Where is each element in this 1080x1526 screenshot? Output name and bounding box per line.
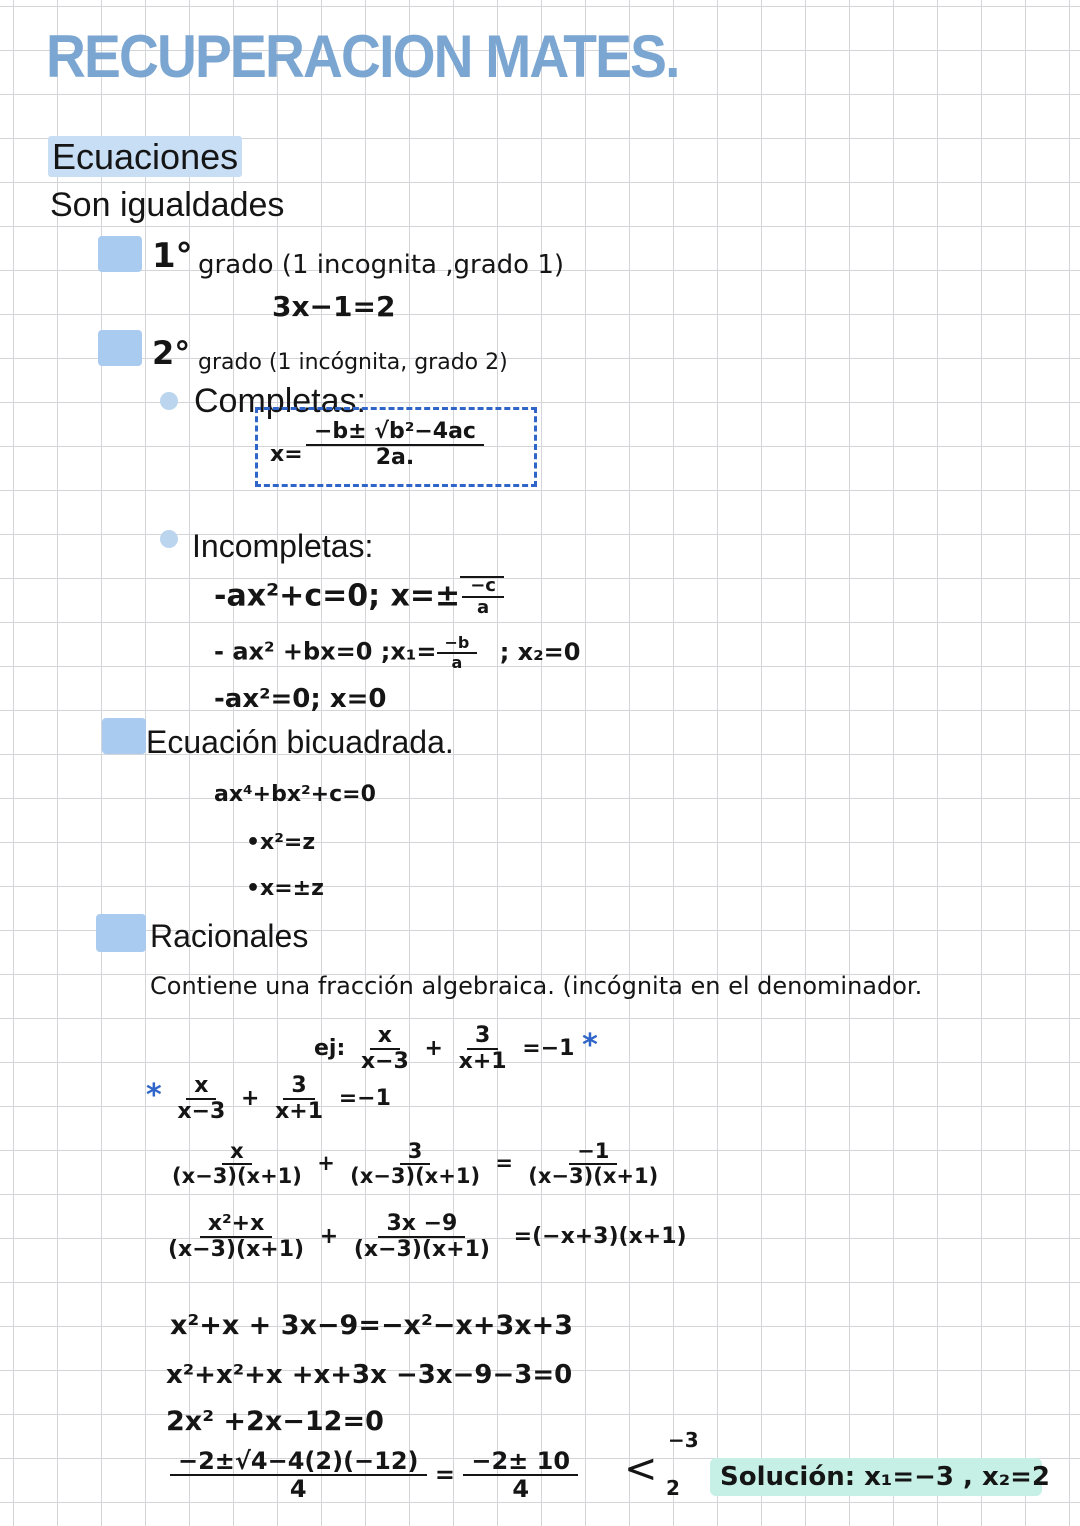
primer-grado-example: 3x−1=2 (272, 290, 396, 323)
ej-f2-num: 3 (467, 1024, 498, 1050)
bicuadrada-heading: Ecuación bicuadrada. (146, 724, 454, 760)
r3-f2-den: (x−3)(x+1) (353, 1237, 490, 1263)
ecuaciones-intro: Son igualdades (50, 186, 285, 224)
r2-f1-num: x (222, 1140, 252, 1165)
root-num: −c (462, 576, 504, 598)
r1-f2-den: x+1 (275, 1099, 324, 1125)
incompletas-line2-start: - ax² +bx=0 ;x₁= (214, 637, 437, 666)
ej-label: ej: (314, 1036, 346, 1062)
root-den: a (476, 596, 490, 618)
r3-rhs: =(−x+3)(x+1) (513, 1224, 687, 1250)
ecuaciones-heading-text: Ecuaciones (48, 136, 242, 177)
racional-line6: 2x² +2x−12=0 (166, 1406, 384, 1437)
quadratic-denominator: 2a. (375, 445, 415, 471)
incompletas-line3: -ax²=0; x=0 (214, 684, 387, 714)
r2-f2-num: 3 (400, 1140, 431, 1165)
star-icon: * (582, 1028, 598, 1064)
bicuadrada-formula: ax⁴+bx²+c=0 (214, 782, 376, 807)
sqrt-neg-c-over-a (460, 575, 504, 618)
r3-f1-num: x²+x (200, 1212, 272, 1238)
q-branch: < (624, 1446, 658, 1492)
r1-plus: + (240, 1086, 260, 1112)
section-heading-ecuaciones (48, 136, 242, 178)
r1-f1-den: x−3 (177, 1099, 226, 1125)
page-title: RECUPERACION MATES. (46, 23, 679, 90)
primer-grado-label: 1° (152, 236, 193, 276)
quadratic-solve (170, 1448, 578, 1503)
ejemplo-line (314, 1024, 598, 1074)
racional-line4: x²+x + 3x−9=−x²−x+3x+3 (170, 1310, 574, 1341)
q2-den: 4 (512, 1475, 530, 1504)
solution-badge: Solución: x₁=−3 , x₂=2 (710, 1458, 1042, 1496)
r1-rhs: =−1 (338, 1086, 391, 1112)
racional-line5: x²+x²+x +x+3x −3x−9−3=0 (166, 1360, 573, 1390)
r1-f2-num: 3 (283, 1074, 314, 1100)
x1-den: a (451, 652, 463, 672)
ej-plus: + (424, 1036, 443, 1062)
q-num: −2±√4−4(2)(−12) (170, 1448, 427, 1476)
quadratic-numerator: −b± √b²−4ac (306, 420, 484, 446)
quadratic-x-eq: x= (270, 442, 303, 467)
bullet-square-1 (98, 236, 142, 272)
r2-f2-den: (x−3)(x+1) (350, 1164, 481, 1189)
incompletas-line1-text: -ax²+c=0; x=± (214, 578, 461, 614)
r1-f1-num: x (186, 1074, 216, 1100)
ej-f1-den: x−3 (360, 1049, 409, 1075)
x1-num: −b (437, 634, 478, 654)
star-icon-2: * (146, 1078, 162, 1114)
q2-num: −2± 10 (463, 1448, 578, 1476)
incompletas-line2 (214, 634, 580, 671)
incompletas-line1 (214, 576, 504, 618)
completas-label: Completas: (194, 382, 366, 420)
racional-row1 (146, 1074, 391, 1124)
ej-f1-num: x (370, 1024, 400, 1050)
racionales-desc: Contiene una fracción algebraica. (incógnita en el denominador. (150, 972, 923, 1000)
r3-f2-num: 3x −9 (378, 1212, 465, 1238)
bullet-square-3 (102, 718, 146, 754)
ej-f2-den: x+1 (458, 1049, 507, 1075)
r3-plus: + (319, 1224, 339, 1250)
r2-f1-den: (x−3)(x+1) (172, 1164, 302, 1189)
r2-plus: + (317, 1151, 335, 1176)
bullet-dot-incompletas (160, 530, 178, 548)
ej-rhs: =−1 (522, 1036, 575, 1062)
segundo-grado-desc: grado (1 incógnita, grado 2) (198, 350, 508, 375)
bicuadrada-step2: •x=±z (246, 876, 324, 901)
r2-eq: = (495, 1151, 513, 1176)
racional-row3 (160, 1212, 687, 1262)
q-eq: = (434, 1460, 455, 1489)
bullet-square-2 (98, 330, 142, 366)
r3-f1-den: (x−3)(x+1) (168, 1237, 305, 1263)
q-bottom: 2 (666, 1476, 680, 1500)
r2-f3-den: (x−3)(x+1) (528, 1164, 659, 1189)
racional-row2 (164, 1140, 666, 1188)
bullet-square-4 (96, 914, 146, 952)
q-top: −3 (668, 1428, 699, 1452)
incompletas-line2-end: ; x₂=0 (499, 637, 581, 666)
primer-grado-desc: grado (1 incognita ,grado 1) (198, 250, 565, 280)
racionales-heading: Racionales (150, 918, 309, 954)
segundo-grado-label: 2° (152, 334, 191, 372)
bicuadrada-step1: •x²=z (246, 830, 316, 855)
bullet-dot-completas (160, 392, 178, 410)
q-den: 4 (289, 1475, 307, 1504)
incompletas-label: Incompletas: (192, 528, 374, 564)
quadratic-formula (306, 420, 484, 470)
r2-f3-num: −1 (569, 1140, 617, 1165)
